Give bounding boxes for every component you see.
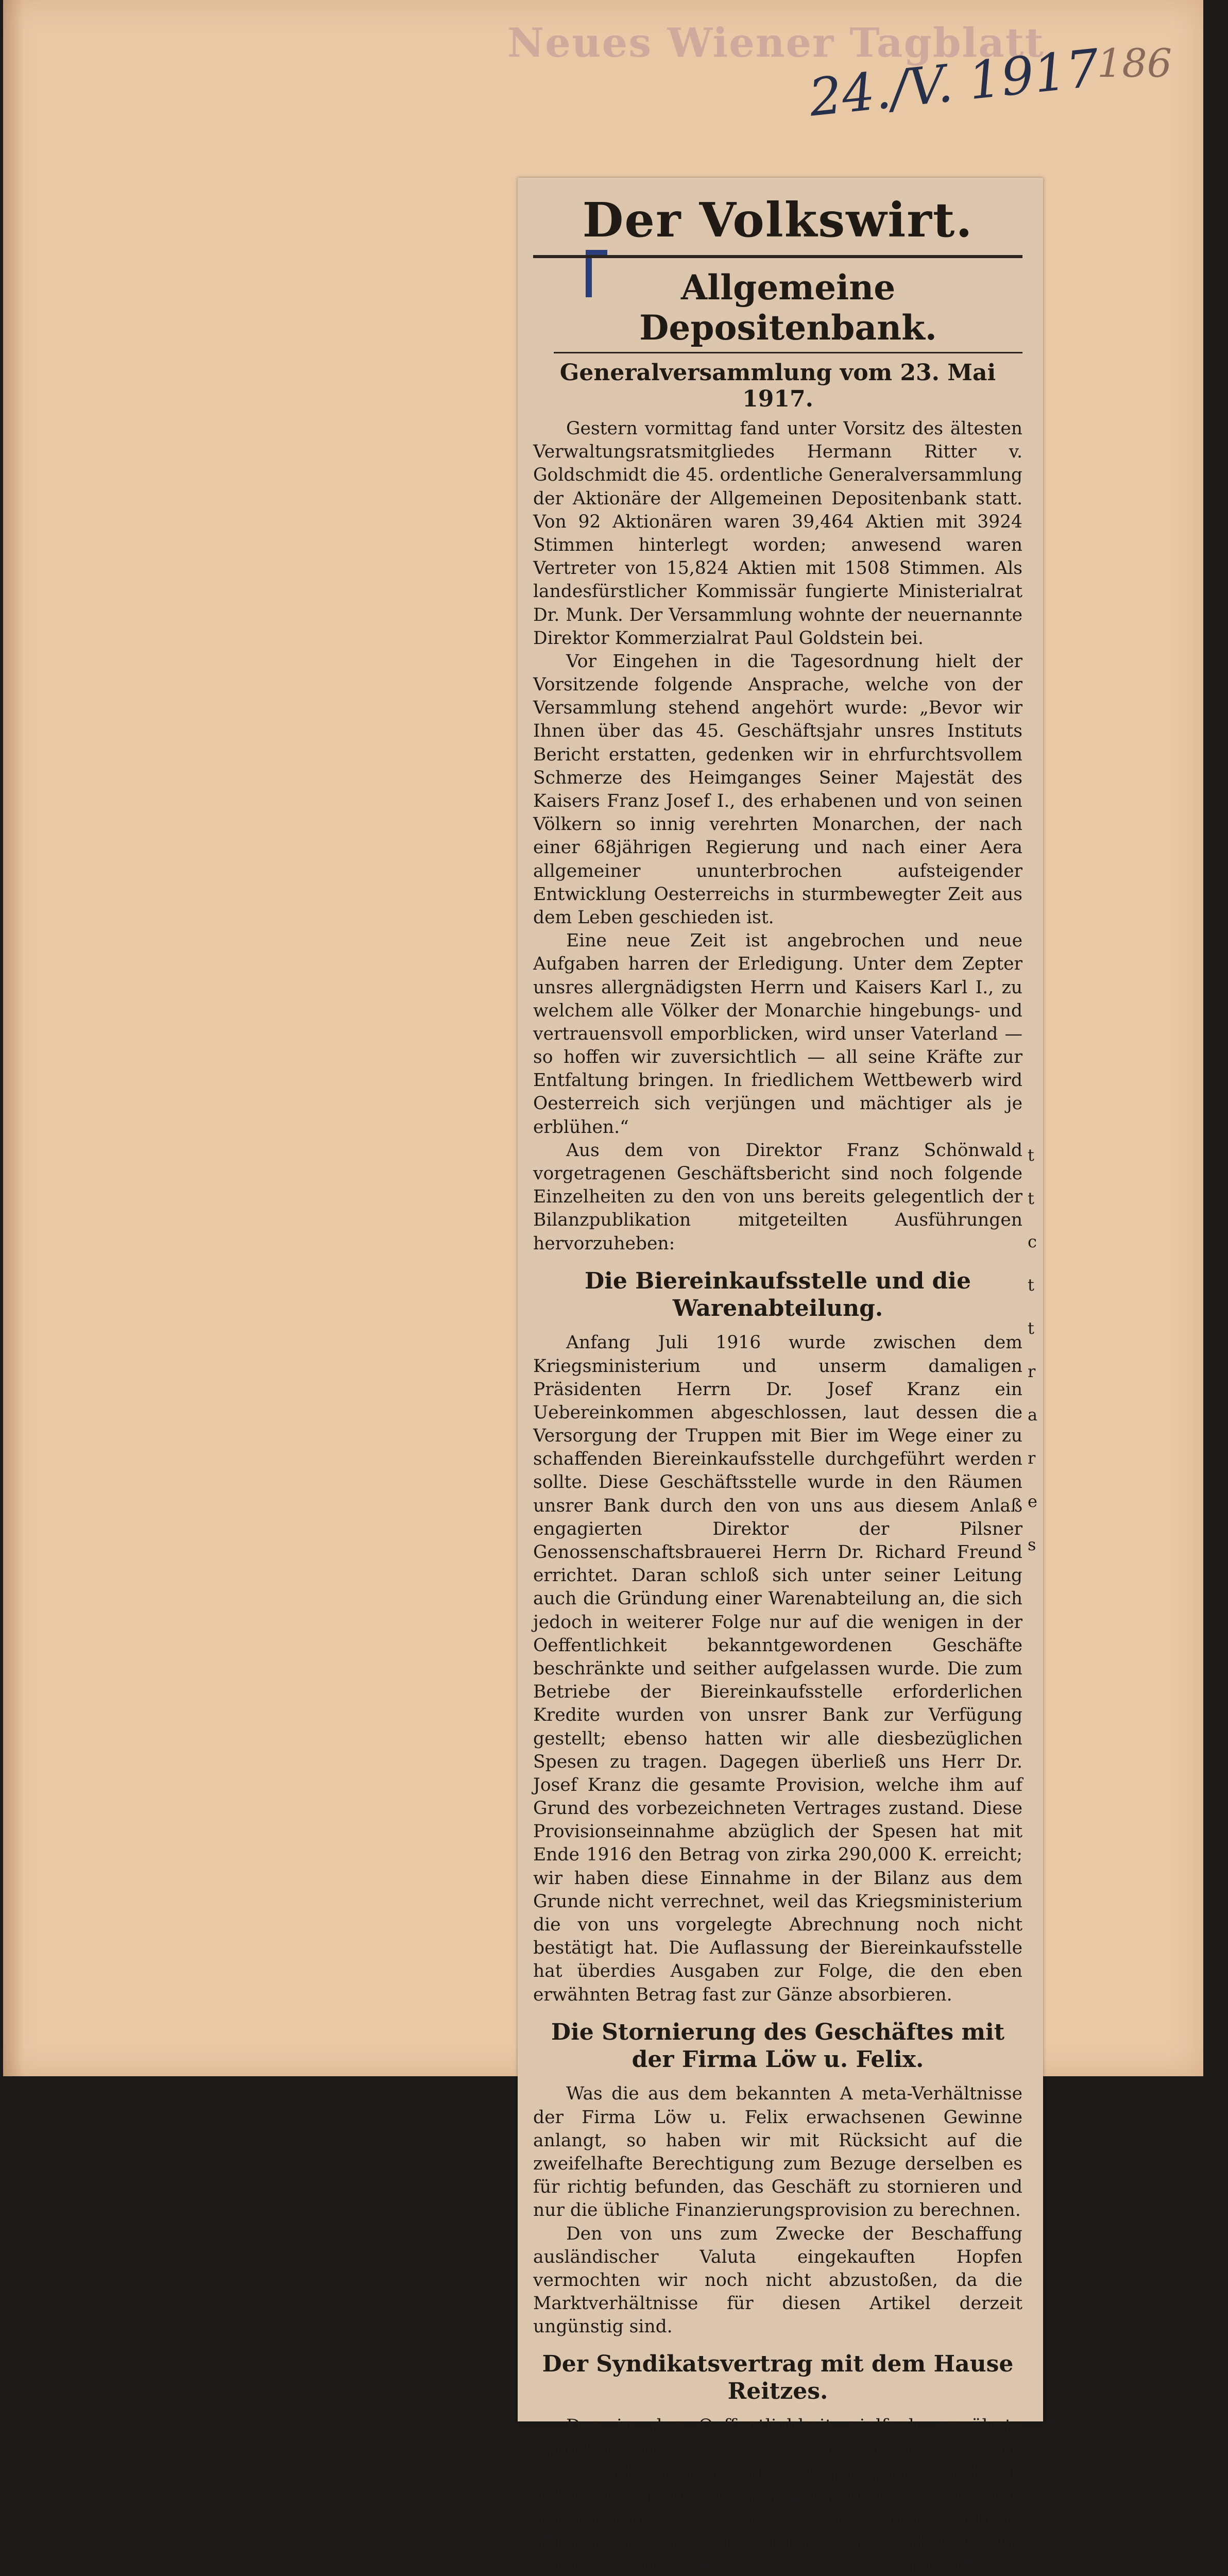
paragraph: Eine neue Zeit ist angebrochen und neue Aufgaben harren der Erledigung. Unter dem Zepter unsres allergnädigsten Herrn und Kaisers Karl I., zu welchem alle Völker der Monarchie hingebungs- und vertrauensvoll emporblicken, wird unser Vaterland — so hoffen wir zuversichtlich — all seine Kräfte zur Entfaltung bringen. In friedlichem Wettbewerb wird Oesterreich sich verjüngen und mächtiger als je erblühen.“ (533, 930, 1022, 1138)
fragment-letter: e (1028, 1492, 1037, 1511)
fragment-letter: r (1028, 1448, 1036, 1468)
paragraph: Anfang Juli 1916 wurde zwischen dem Kriegsministerium und unserm damaligen Präsidenten Herrn Dr. Josef Kranz ein Uebereinkommen abgeschlossen, laut dessen die Versorgung der Truppen mit Bier im Wege einer zu schaffenden Biereinkaufsstelle durchgeführt werden sollte. Diese Geschäftsstelle wurde in den Räumen unsrer Bank durch den von uns aus diesem Anlaß engagierten Direktor der Pilsner Genossenschaftsbrauerei Herrn Dr. Richard Freund errichtet. Daran schloß sich unter seiner Leitung auch die Gründung einer Warenabteilung an, die sich jedoch in weiterer Folge nur auf die wenigen in der Oeffentlichkeit bekanntgewordenen Geschäfte beschränkte und seither aufgelassen wurde. Die zum Betriebe der Biereinkaufsstelle erforderlichen Kredite wurden von unsrer Bank zur Verfügung gestellt; ebenso hatten wir alle diesbezüglichen Spesen zu tragen. Dagegen überließ uns Herr Dr. Josef Kranz die gesamte Provision, welche ihm auf Grund des vorbezeichneten Vertrages zustand. Diese Provisionseinnahme abzüglich der Spesen hat mit Ende 1916 den Betrag von zirka 290,000 K. erreicht; wir haben diese Einnahme in der Bilanz aus dem Grunde nicht verrechnet, weil das Kriegsministerium die von uns vorgelegte Abrechnung noch nicht bestätigt hat. Die Auflassung der Biereinkaufsstelle hat überdies Ausgaben zur Folge, die den eben erwähnten Betrag fast zur Gänze absorbieren. (533, 1332, 1022, 2005)
article-title: Allgemeine Depositenbank. (554, 267, 1022, 353)
fragment-letter: r (1028, 1362, 1036, 1381)
handwritten-date: 24./V. 1917 (806, 38, 1102, 128)
clipping-content (533, 187, 1022, 2576)
section-heading: Die Stornierung des Geschäftes mit der Firma Löw u. Felix. (551, 2019, 1005, 2073)
paragraph: Vor Eingehen in die Tagesordnung hielt der Vorsitzende folgende Ansprache, welche von der Versammlung stehend angehört wurde: „Bevor wir Ihnen über das 45. Geschäftsjahr unsres Instituts Bericht erstatten, gedenken wir in ehrfurchtsvollem Schmerze des Heimganges Seiner Majestät des Kaisers Franz Josef I., des erhabenen und von seinen Völkern so innig verehrten Monarchen, der nach einer 68jährigen Regierung und nach einer Aera allgemeiner ununterbrochen aufsteigender Entwicklung Oesterreichs in sturmbewegter Zeit aus dem Leben geschieden ist. (533, 651, 1022, 928)
section-heading: Der Syndikatsvertrag mit dem Hause Reitzes. (542, 2351, 1014, 2405)
newspaper-clipping (518, 178, 1043, 2576)
fragment-letter: t (1028, 1145, 1034, 1165)
newspaper-stamp: Neues Wiener Tagblatt (507, 20, 1045, 66)
fragment-letter: t (1028, 1189, 1034, 1208)
adjacent-column-fragments (1028, 1133, 1039, 1566)
fragment-letter: t (1028, 1275, 1034, 1295)
sheet-shadow (3, 0, 24, 2076)
fragment-letter: s (1028, 1535, 1036, 1554)
section-heading: Die Biereinkaufsstelle und die Warenabteilung. (584, 1267, 971, 1321)
fragment-letter: t (1028, 1318, 1034, 1338)
paragraph: Der in der Oeffentlichkeit vielfach erwähnte Syndikatsvertrag mit dem Hause Gebrüder S. u. M. Reitzes ist im September vorigen Jahres zustande gekommen, jedoch nicht zur Anwendung gelangt. Die mit der genannten Firma abgeschlossenen Geschäfte fielen niemals in den Rahmen dieses Vertrages. Wir haben übrigens von der Fortsetzung des (533, 2416, 1022, 2576)
section-title: Der Volkswirt. (533, 192, 1022, 258)
page-number: 186 (1097, 40, 1172, 86)
paragraph: Aus dem von Direktor Franz Schönwald vorgetragenen Geschäftsbericht sind noch folgende Einzelheiten zu den von uns bereits gelegentlich der Bilanzpublikation mitgeteilten Ausführungen hervorzuheben: (533, 1140, 1022, 1254)
paragraph: Gestern vormittag fand unter Vorsitz des ältesten Verwaltungsratsmitgliedes Hermann Ritter v. Goldschmidt die 45. ordentliche Generalversammlung der Aktionäre der Allgemeinen Depositenbank statt. Von 92 Aktionären waren 39,464 Aktien mit 3924 Stimmen hinterlegt worden; anwesend waren Vertreter von 15,824 Aktien mit 1508 Stimmen. Als landesfürstlicher Kommissär fungierte Ministerialrat Dr. Munk. Der Versammlung wohnte der neuernannte Direktor Kommerzialrat Paul Goldstein bei. (533, 418, 1022, 649)
paragraph: Den von uns zum Zwecke der Beschaffung ausländischer Valuta eingekauften Hopfen vermochten wir noch nicht abzustoßen, da die Marktverhältnisse für diesen Artikel derzeit ungünstig sind. (533, 2223, 1022, 2337)
fragment-letter: c (1028, 1232, 1037, 1251)
article-subtitle: Generalversammlung vom 23. Mai 1917. (559, 360, 996, 412)
paragraph: Was die aus dem bekannten A meta-Verhältnisse der Firma Löw u. Felix erwachsenen Gewinne anlangt, so haben wir mit Rücksicht auf die zweifelhafte Berechtigung zum Bezuge derselben es für richtig befunden, das Geschäft zu stornieren und nur die übliche Finanzierungsprovision zu berechnen. (533, 2083, 1022, 2221)
fragment-letter: a (1028, 1405, 1038, 1425)
